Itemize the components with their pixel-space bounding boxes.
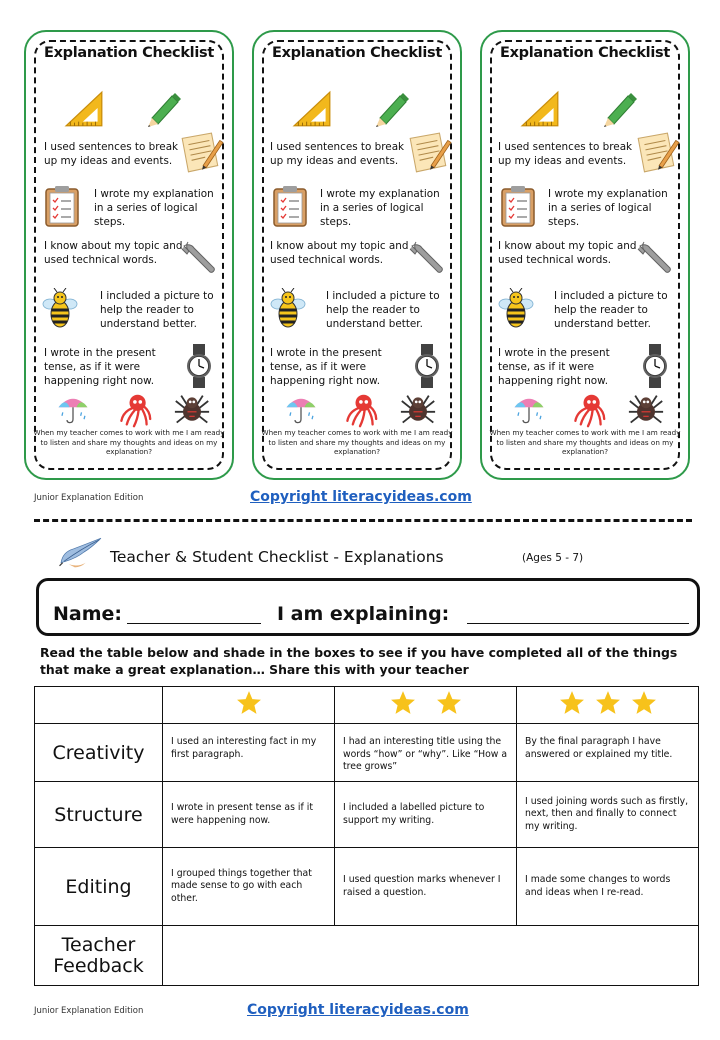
- star-level-1[interactable]: [163, 687, 335, 724]
- checklist-item-sentences: I used sentences to break up my ideas and events.: [498, 141, 633, 167]
- bookmark-footer-question: When my teacher comes to work with me I am ready to listen and share my thoughts and ideas on my explanation?: [261, 428, 453, 456]
- spider-icon: [400, 392, 436, 428]
- bookmark-card-3: [480, 30, 690, 480]
- edition-label-top: Junior Explanation Edition: [34, 493, 144, 503]
- bookmark-title: Explanation Checklist: [500, 45, 670, 61]
- star-icon: [631, 690, 657, 716]
- checklist-item-logical-steps: I wrote my explanation in a series of logical steps.: [94, 188, 214, 228]
- star-level-3[interactable]: [517, 687, 699, 724]
- rubric-corner-cell: [35, 687, 163, 724]
- rubric-cell[interactable]: I used an interesting fact in my first paragraph.: [163, 724, 335, 782]
- checklist-item-present-tense: I wrote in the present tense, as if it were happening right now.: [44, 347, 156, 387]
- copyright-link-bottom[interactable]: Copyright literacyideas.com: [247, 1002, 469, 1018]
- star-icon: [595, 690, 621, 716]
- feedback-label-line-1: Teacher: [61, 933, 136, 956]
- checklist-item-logical-steps: I wrote my explanation in a series of logical steps.: [548, 188, 668, 228]
- bookmark-title: Explanation Checklist: [44, 45, 214, 61]
- checklist-item-technical-words: I know about my topic and used technical words.: [270, 240, 409, 266]
- bookmark-footer-question: When my teacher comes to work with me I am ready to listen and share my thoughts and ideas on my explanation?: [489, 428, 681, 456]
- explaining-label: I am explaining:: [277, 603, 450, 625]
- bookmark-footer-question: When my teacher comes to work with me I am ready to listen and share my thoughts and ideas on my explanation?: [33, 428, 225, 456]
- rubric-table: [34, 686, 699, 986]
- rubric-cell[interactable]: I wrote in present tense as if it were happening now.: [163, 782, 335, 848]
- bee-icon: [40, 288, 80, 332]
- umbrella-icon: [56, 392, 90, 426]
- set-square-icon: [64, 88, 106, 130]
- quill-hand-icon: [58, 536, 104, 568]
- section-ages: (Ages 5 - 7): [522, 552, 584, 564]
- umbrella-icon: [512, 392, 546, 426]
- rubric-cell[interactable]: I used joining words such as firstly, next, then and finally to connect my writing.: [517, 782, 699, 848]
- set-square-icon: [520, 88, 562, 130]
- pencil-icon: [600, 88, 640, 128]
- spider-icon: [174, 392, 210, 428]
- table-row: [35, 782, 699, 848]
- rubric-cell[interactable]: I used question marks whenever I raised a question.: [335, 848, 517, 926]
- checklist-item-logical-steps: I wrote my explanation in a series of logical steps.: [320, 188, 440, 228]
- checklist-item-picture: I included a picture to help the reader to understand better.: [326, 290, 440, 330]
- row-label-editing: Editing: [35, 848, 163, 926]
- bookmark-card-2: [252, 30, 462, 480]
- row-label-structure: Structure: [35, 782, 163, 848]
- squid-icon: [342, 392, 378, 428]
- bee-icon: [268, 288, 308, 332]
- set-square-icon: [292, 88, 334, 130]
- bee-icon: [496, 288, 536, 332]
- rubric-cell[interactable]: By the final paragraph I have answered or explained my title.: [517, 724, 699, 782]
- rubric-cell[interactable]: I had an interesting title using the words “how” or “why”. Like “How a tree grows”: [335, 724, 517, 782]
- umbrella-icon: [284, 392, 318, 426]
- row-label-creativity: Creativity: [35, 724, 163, 782]
- rubric-cell[interactable]: I made some changes to words and ideas when I re-read.: [517, 848, 699, 926]
- explaining-field[interactable]: [467, 623, 689, 624]
- watch-icon: [184, 344, 214, 388]
- rubric-header-row: [35, 687, 699, 724]
- watch-icon: [640, 344, 670, 388]
- star-icon: [236, 690, 262, 716]
- watch-icon: [412, 344, 442, 388]
- wrench-icon: [180, 236, 220, 276]
- section-title: Teacher & Student Checklist - Explanations: [110, 548, 444, 566]
- star-icon: [436, 690, 462, 716]
- checklist-item-technical-words: I know about my topic and used technical words.: [498, 240, 637, 266]
- checklist-item-present-tense: I wrote in the present tense, as if it were happening right now.: [498, 347, 610, 387]
- squid-icon: [116, 392, 152, 428]
- copyright-link-top[interactable]: Copyright literacyideas.com: [250, 489, 472, 505]
- checklist-item-sentences: I used sentences to break up my ideas and events.: [44, 141, 179, 167]
- table-row: [35, 848, 699, 926]
- checklist-item-picture: I included a picture to help the reader to understand better.: [554, 290, 668, 330]
- rubric-cell[interactable]: I included a labelled picture to support my writing.: [335, 782, 517, 848]
- name-box: [36, 578, 700, 636]
- star-icon: [390, 690, 416, 716]
- row-label-teacher-feedback: [35, 926, 163, 986]
- cut-line-divider: [34, 519, 692, 522]
- feedback-label-line-2: Feedback: [53, 954, 144, 977]
- bookmark-card-1: [24, 30, 234, 480]
- table-row: [35, 724, 699, 782]
- name-label: Name:: [53, 603, 123, 625]
- star-level-2[interactable]: [335, 687, 517, 724]
- teacher-feedback-row: [35, 926, 699, 986]
- rubric-cell[interactable]: I grouped things together that made sense to go with each other.: [163, 848, 335, 926]
- checklist-item-technical-words: I know about my topic and used technical words.: [44, 240, 183, 266]
- writing-paper-icon: [178, 130, 224, 176]
- spider-icon: [628, 392, 664, 428]
- checklist-item-picture: I included a picture to help the reader to understand better.: [100, 290, 214, 330]
- squid-icon: [570, 392, 606, 428]
- clipboard-icon: [42, 184, 82, 228]
- wrench-icon: [636, 236, 676, 276]
- pencil-icon: [372, 88, 412, 128]
- star-icon: [559, 690, 585, 716]
- wrench-icon: [408, 236, 448, 276]
- bookmark-title: Explanation Checklist: [272, 45, 442, 61]
- name-field[interactable]: [127, 623, 261, 624]
- clipboard-icon: [498, 184, 538, 228]
- writing-paper-icon: [634, 130, 680, 176]
- teacher-feedback-field[interactable]: [163, 926, 699, 986]
- checklist-item-present-tense: I wrote in the present tense, as if it were happening right now.: [270, 347, 382, 387]
- checklist-item-sentences: I used sentences to break up my ideas and events.: [270, 141, 405, 167]
- writing-paper-icon: [406, 130, 452, 176]
- edition-label-bottom: Junior Explanation Edition: [34, 1006, 144, 1016]
- clipboard-icon: [270, 184, 310, 228]
- pencil-icon: [144, 88, 184, 128]
- instructions-text: Read the table below and shade in the boxes to see if you have completed all of the things that make a great explanation… Share this with your teacher: [40, 645, 678, 677]
